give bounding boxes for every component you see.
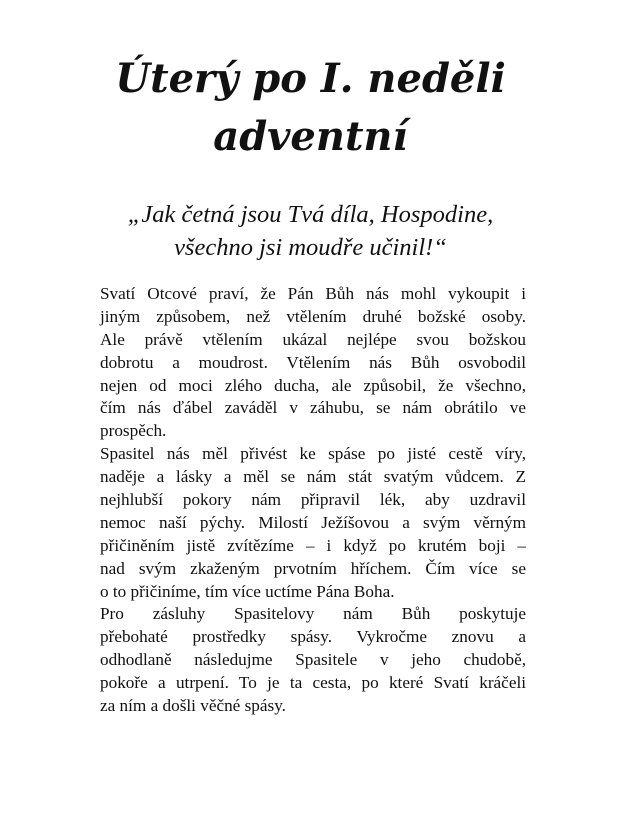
text-line: Ale právě vtělením ukázal nejlépe svou božskou — [100, 329, 526, 349]
text-line: za ním a došli věčné spásy. — [100, 696, 286, 716]
body-text — [100, 283, 526, 718]
paragraph-2 — [100, 443, 526, 603]
paragraph-1 — [100, 283, 526, 443]
quote-line-2: všechno jsi moudře učinil!“ — [174, 234, 447, 261]
text-line: Svatí Otcové praví, že Pán Bůh nás mohl vykoupit i — [100, 284, 526, 303]
text-line: přebohaté prostředky spásy. Vykročme znovu a — [100, 627, 526, 647]
text-line: odhodlaně následujme Spasitele v jeho chudobě, — [100, 650, 526, 670]
quote-line-1: „Jak četná jsou Tvá díla, Hospodine, — [127, 201, 494, 228]
text-line: nejen od moci zlého ducha, ale způsobil, že všechno, — [100, 375, 526, 395]
text-line: Spasitel nás měl přivést ke spáse po jisté cestě víry, — [100, 444, 526, 464]
text-line: nemoc naší pýchy. Milostí Ježíšovou a svým věrným — [100, 512, 526, 532]
scripture-quote — [70, 198, 551, 264]
text-line: nad svým zkaženým prvotním hříchem. Čím více se — [100, 558, 526, 578]
text-line: o to přičiníme, tím více uctíme Pána Boha. — [100, 581, 395, 601]
text-line: jiným způsobem, než vtělením druhé božské osoby. — [100, 306, 526, 326]
paragraph-3 — [100, 603, 526, 717]
text-line: prospěch. — [100, 421, 167, 441]
text-line: čím nás ďábel zaváděl v záhubu, se nám obrátilo ve — [100, 398, 526, 418]
text-line: dobrotu a moudrost. Vtělením nás Bůh osvobodil — [100, 352, 526, 372]
text-line: nejhlubší pokory nám připravil lék, aby uzdravil — [100, 490, 526, 510]
page-title — [60, 50, 561, 166]
text-line: Pro zásluhy Spasitelovy nám Bůh poskytuje — [100, 604, 526, 624]
text-line: pokoře a utrpení. To je ta cesta, po které Svatí kráčeli — [100, 673, 526, 693]
text-line: naděje a lásky a měl se nám stát svatým vůdcem. Z — [100, 467, 526, 487]
title-line-2: adventní — [213, 113, 408, 160]
title-line-1: Úterý po I. neděli — [115, 55, 506, 102]
text-line: přičiněním jistě zvítězíme – i když po krutém boji – — [100, 535, 526, 555]
